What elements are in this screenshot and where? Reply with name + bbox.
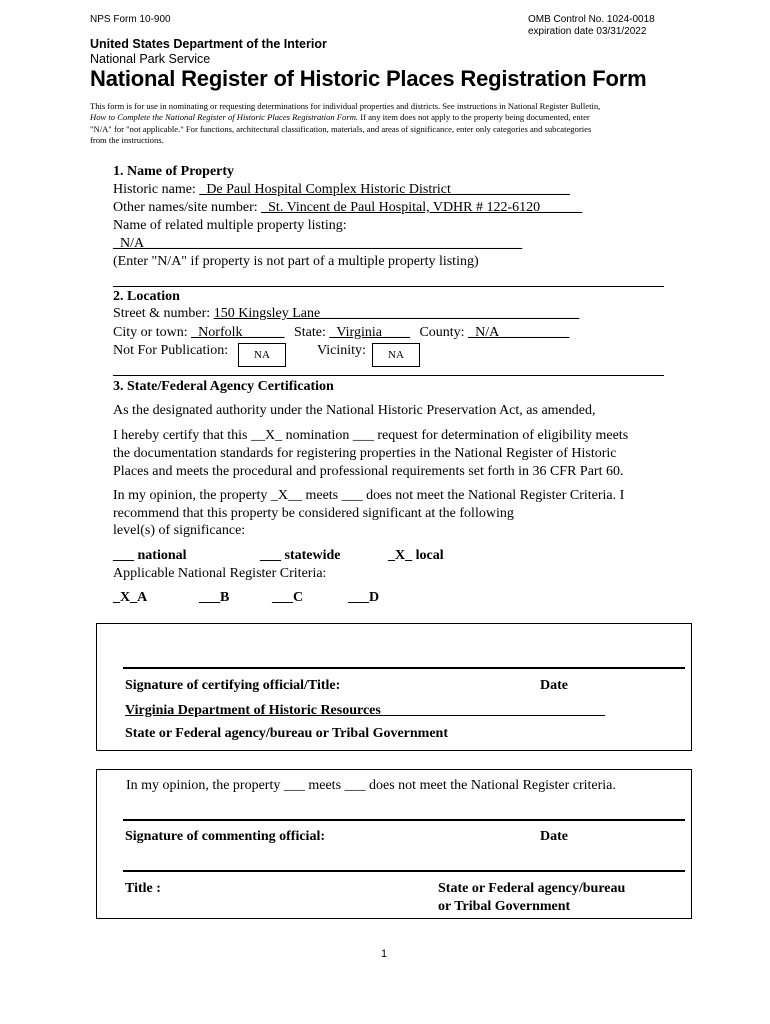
state-label: State: [294, 325, 326, 340]
level-local[interactable]: _X_ local [388, 548, 444, 563]
vicinity-label: Vicinity: [317, 343, 366, 358]
not-for-publication-label: Not For Publication: [113, 343, 229, 358]
page-number: 1 [381, 948, 388, 960]
criteria-a[interactable]: _X_A [113, 590, 148, 605]
commenting-title-label: Title : [125, 881, 161, 896]
certifying-signature-line[interactable] [123, 667, 685, 669]
commenting-agency-label-1: State or Federal agency/bureau [438, 881, 626, 896]
commenting-agency-label-2: or Tribal Government [438, 899, 571, 914]
criteria-b[interactable]: ___B [199, 590, 230, 605]
certify-line-2: the documentation standards for registering properties in the National Register of Historic [113, 446, 617, 461]
certifying-signature-label: Signature of certifying official/Title: [125, 678, 341, 693]
state-value[interactable]: _Virginia____ [329, 325, 410, 340]
authority-statement: As the designated authority under the National Historic Preservation Act, as amended, [113, 403, 596, 418]
section-1-heading: 1. Name of Property [113, 164, 235, 179]
intro-line-2: If any item does not apply to the property being documented, enter [358, 112, 590, 123]
department-name: United States Department of the Interior [90, 37, 327, 51]
commenting-opinion: In my opinion, the property ___ meets ___ does not meet the National Register criteria. [126, 778, 616, 793]
other-names-value[interactable]: _St. Vincent de Paul Hospital, VDHR # 122-6120______ [261, 200, 583, 215]
certifying-agency-value[interactable]: Virginia Department of Historic Resources________________________________ [125, 703, 605, 718]
criteria-c[interactable]: ___C [272, 590, 304, 605]
section-3-heading: 3. State/Federal Agency Certification [113, 379, 334, 394]
commenting-date-label: Date [540, 829, 568, 844]
section-divider-1 [113, 286, 664, 287]
city-value[interactable]: _Norfolk______ [191, 325, 285, 340]
certify-line-1: I hereby certify that this __X_ nomination ___ request for determination of eligibility meets [113, 428, 629, 443]
form-number: NPS Form 10-900 [90, 14, 171, 25]
commenting-title-line[interactable] [123, 870, 685, 872]
city-state-county-row [113, 325, 569, 341]
street-row [113, 306, 579, 322]
county-value[interactable]: _N/A__________ [468, 325, 570, 340]
commenting-signature-line[interactable] [123, 819, 685, 821]
omb-control-number: OMB Control No. 1024-0018 [528, 14, 655, 25]
opinion-line-2: recommend that this property be considered significant at the following [113, 506, 514, 521]
street-label: Street & number: [113, 306, 211, 321]
certify-line-3: Places and meets the procedural and professional requirements set forth in 36 CFR Part 60. [113, 464, 624, 479]
intro-line-4: from the instructions. [90, 135, 164, 146]
service-name: National Park Service [90, 52, 211, 66]
not-for-publication-field[interactable]: NA [238, 343, 286, 367]
related-listing-note: (Enter "N/A" if property is not part of a multiple property listing) [113, 254, 479, 269]
certifying-date-label: Date [540, 678, 568, 693]
opinion-line-1: In my opinion, the property _X__ meets ___ does not meet the National Register Criteria. I [113, 488, 625, 503]
vicinity-field[interactable]: NA [372, 343, 420, 367]
related-listing-label: Name of related multiple property listing: [113, 218, 347, 233]
opinion-line-3: level(s) of significance: [113, 523, 246, 538]
commenting-signature-label: Signature of commenting official: [125, 829, 325, 844]
intro-line-3: "N/A" for "not applicable." For functions, architectural classification, materials, and areas of significance, enter only categories and subcategories [90, 123, 592, 134]
historic-name-row [113, 182, 570, 198]
street-value[interactable]: 150 Kingsley Lane_____________________________________ [213, 306, 580, 321]
related-listing-value[interactable]: _N/A______________________________________________________ [113, 236, 523, 251]
other-names-row [113, 200, 582, 216]
criteria-label: Applicable National Register Criteria: [113, 566, 327, 581]
expiration-date: expiration date 03/31/2022 [528, 26, 647, 37]
intro-paragraph [90, 101, 690, 147]
other-names-label: Other names/site number: [113, 200, 258, 215]
historic-name-value[interactable]: _De Paul Hospital Complex Historic District_________________ [199, 182, 570, 197]
level-national[interactable]: ___ national [113, 548, 187, 563]
intro-bulletin-title: How to Complete the National Register of Historic Places Registration Form. [90, 112, 359, 123]
county-label: County: [419, 325, 465, 340]
certifying-agency-label: State or Federal agency/bureau or Tribal Government [125, 726, 449, 741]
city-label: City or town: [113, 325, 188, 340]
page-title: National Register of Historic Places Registration Form [90, 66, 647, 91]
intro-line-1: This form is for use in nominating or requesting determinations for individual properties and districts. See instructions in National Register Bulletin, [90, 101, 601, 111]
section-2-heading: 2. Location [113, 289, 180, 304]
criteria-d[interactable]: ___D [348, 590, 380, 605]
level-statewide[interactable]: ___ statewide [260, 548, 341, 563]
historic-name-label: Historic name: [113, 182, 196, 197]
section-divider-2 [113, 375, 664, 376]
